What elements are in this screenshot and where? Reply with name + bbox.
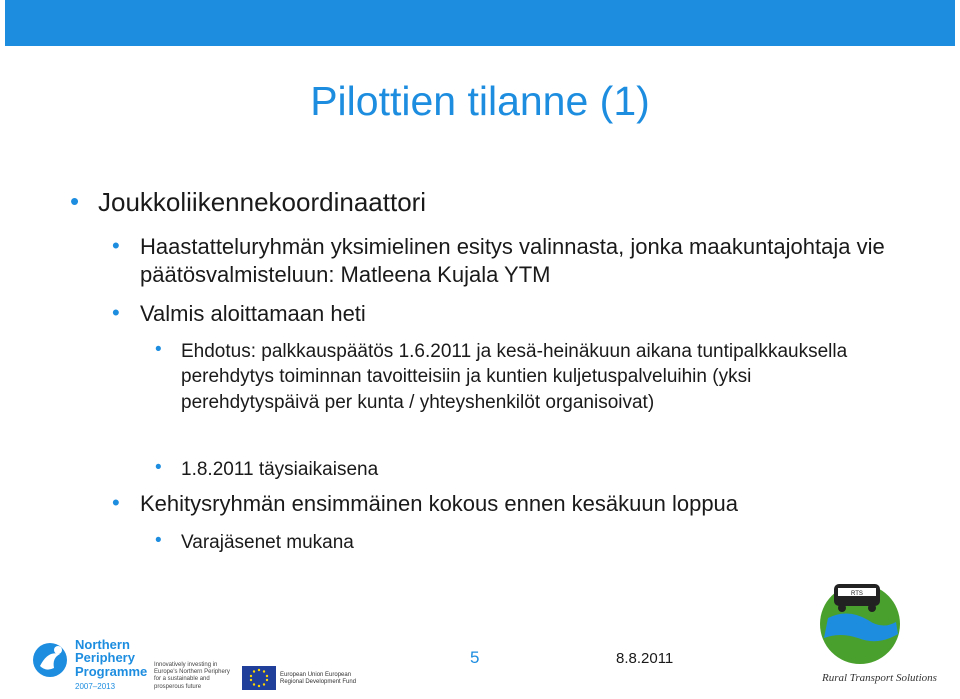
rts-logo [808, 568, 948, 694]
slide-title: Pilottien tilanne (1) [310, 78, 650, 124]
bullet-level3 [155, 457, 875, 482]
rts-text: Rural Transport Solutions [822, 672, 937, 684]
slide-date: 8.8.2011 [616, 650, 674, 667]
bullet-text: Valmis aloittamaan heti [140, 301, 366, 326]
bullet-dot-icon: • [155, 339, 162, 360]
bullet-text: Joukkoliikennekoordinaattori [98, 187, 427, 217]
bullet-dot-icon: • [112, 233, 120, 258]
bullet-level3 [155, 530, 875, 555]
bullet-level1 [70, 186, 426, 219]
bullet-text: Kehitysryhmän ensimmäinen kokous ennen kesäkuun loppua [140, 491, 739, 516]
npp-tagline: Innovatively investing in Europe's Northern Periphery for a sustainable and prosperous future [154, 662, 230, 690]
bullet-level2 [112, 233, 912, 289]
npp-programme: Programme [75, 664, 148, 679]
bullet-text: 1.8.2011 täysiaikaisena [181, 459, 379, 480]
bullet-dot-icon: • [155, 530, 162, 551]
npp-logo [30, 634, 360, 694]
npp-name: Northern Periphery [75, 637, 135, 665]
bullet-dot-icon: • [112, 300, 120, 325]
npp-years: 2007–2013 [75, 682, 116, 691]
bullet-level2 [112, 490, 912, 518]
bullet-text: Varajäsenet mukana [181, 532, 354, 553]
svg-text:RTS: RTS [851, 591, 863, 597]
bullet-level2 [112, 300, 912, 328]
bullet-level3 [155, 339, 875, 415]
page-number: 5 [470, 648, 480, 667]
bullet-dot-icon: • [70, 186, 80, 216]
bullet-text: Ehdotus: palkkauspäätös 1.6.2011 ja kesä-heinäkuun aikana tuntipalkkauksella perehdytys toiminnan tavoitteisiin ja kuntien kuljetuspalveluihin (yksi perehdytyspäivä per kunta / yhteyshenkilöt organisoivat) [181, 341, 848, 413]
eu-text: European Union European Regional Development Fund [280, 672, 357, 686]
bullet-dot-icon: • [112, 490, 120, 515]
bullet-dot-icon: • [155, 457, 162, 478]
eu-flag-icon [242, 666, 276, 690]
header-bar [5, 0, 955, 46]
bullet-text: Haastatteluryhmän yksimielinen esitys valinnasta, jonka maakuntajohtaja vie päätösvalmisteluun: Matleena Kujala YTM [140, 234, 885, 287]
swan-icon [30, 638, 72, 690]
